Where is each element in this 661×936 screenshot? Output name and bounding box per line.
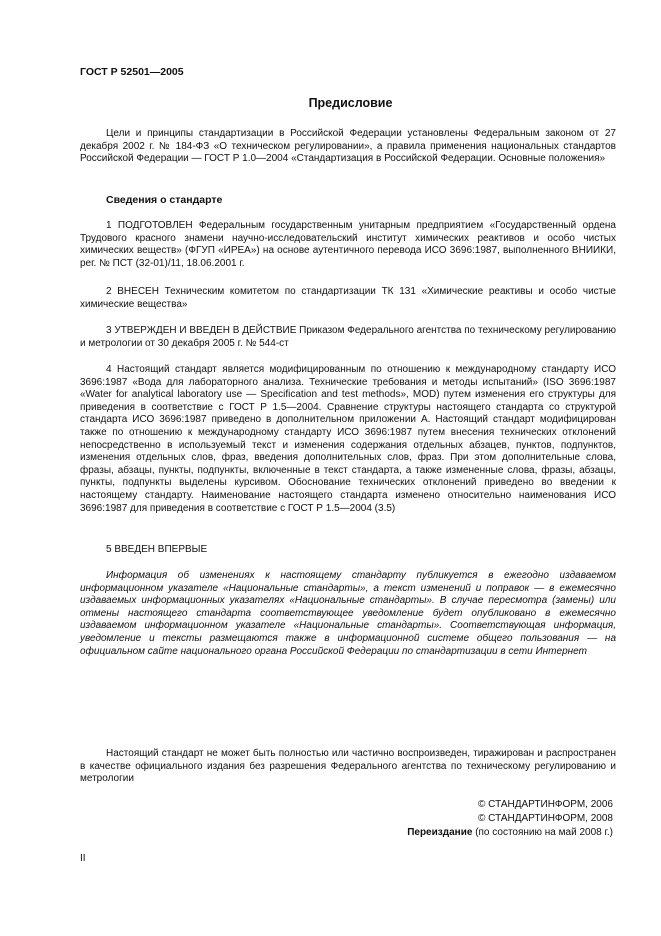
item-3-paragraph: 3 УТВЕРЖДЕН И ВВЕДЕН В ДЕЙСТВИЕ Приказом Федерального агентства по техническому регулированию и метрологии от 30 декабря 2005 г. № 544-ст	[80, 325, 616, 349]
copyright-line-2: © СТАНДАРТИНФОРМ, 2008	[478, 813, 613, 824]
reissue-line	[407, 827, 613, 838]
reproduction-notice: Настоящий стандарт не может быть полностью или частично воспроизведен, тиражирован и распространен в качестве официального издания без разрешения Федерального агентства по техническому регулированию и метрологии	[80, 748, 616, 785]
item-4-paragraph: 4 Настоящий стандарт является модифицированным по отношению к международному стандарту ИСО 3696:1987 «Вода для лабораторного анализа. Технические требования и методы испытаний» (ISO 3696:1987 «Water for analytical laboratory use — Specification and test methods», MOD) путем изменения его структуры для приведения в соответствие с ГОСТ Р 1.5—2004. Сравнение структуры настоящего стандарта со структурой стандарта ИСО 3696:1987 приведено в дополнительном приложении А. Настоящий стандарт модифицирован также по отношению к международному стандарту ИСО 3696:1987 путем внесения технических отклонений непосредственно в используемый текст и изменения содержания отдельных абзацев, пунктов, подпунктов, изменения отдельных слов, фраз, введения дополнительных слов, фраз. При этом дополнительные слова, фразы, абзацы, пункты, подпункты, включенные в текст стандарта, а также измененные слова, фразы, абзацы, пункты, подпункты выделены курсивом. Обоснование технических отклонений приведено во введении к настоящему стандарту. Наименование настоящего стандарта изменено относительно наименования ИСО 3696:1987 для приведения в соответствие с ГОСТ Р 1.5—2004 (3.5)	[80, 364, 616, 514]
item-2-paragraph: 2 ВНЕСЕН Техническим комитетом по стандартизации ТК 131 «Химические реактивы и особо чистые химические вещества»	[80, 286, 616, 310]
copyright-line-1: © СТАНДАРТИНФОРМ, 2006	[478, 799, 613, 810]
change-notice-paragraph: Информация об изменениях к настоящему стандарту публикуется в ежегодно издаваемом информационном указателе «Национальные стандарты», а текст изменений и поправок — в ежемесячно издаваемых информационных указателях «Национальные стандарты». В случае пересмотра (замены) или отмены настоящего стандарта соответствующее уведомление будет опубликовано в ежемесячно издаваемом информационном указателе «Национальные стандарты». Соответствующая информация, уведомление и тексты размещаются также в информационной системе общего пользования — на официальном сайте национального органа Российской Федерации по стандартизации в сети Интернет	[80, 570, 616, 657]
reissue-label: Переиздание	[407, 827, 473, 838]
item-5-paragraph: 5 ВВЕДЕН ВПЕРВЫЕ	[106, 544, 208, 555]
reissue-note: (по состоянию на май 2008 г.)	[475, 827, 613, 838]
document-id-header: ГОСТ Р 52501—2005	[80, 66, 184, 78]
page-number: II	[80, 853, 86, 864]
item-1-paragraph: 1 ПОДГОТОВЛЕН Федеральным государственным унитарным предприятием «Государственный ордена Трудового красного знамени научно-исследовательский институт химических реактивов и особо чистых химических веществ» (ФГУП «ИРЕА») на основе аутентичного перевода ИСО 3696:1987, выполненного ВНИИКИ, рег. № ПСТ (32-01)/11, 18.06.2001 г.	[80, 220, 616, 269]
section-subheading: Сведения о стандарте	[106, 194, 223, 206]
page-title: Предисловие	[308, 96, 393, 110]
intro-paragraph: Цели и принципы стандартизации в Российской Федерации установлены Федеральным законом от 27 декабря 2002 г. № 184-ФЗ «О техническом регулировании», а правила применения национальных стандартов Российской Федерации — ГОСТ Р 1.0—2004 «Стандартизация в Российской Федерации. Основные положения»	[80, 128, 616, 165]
